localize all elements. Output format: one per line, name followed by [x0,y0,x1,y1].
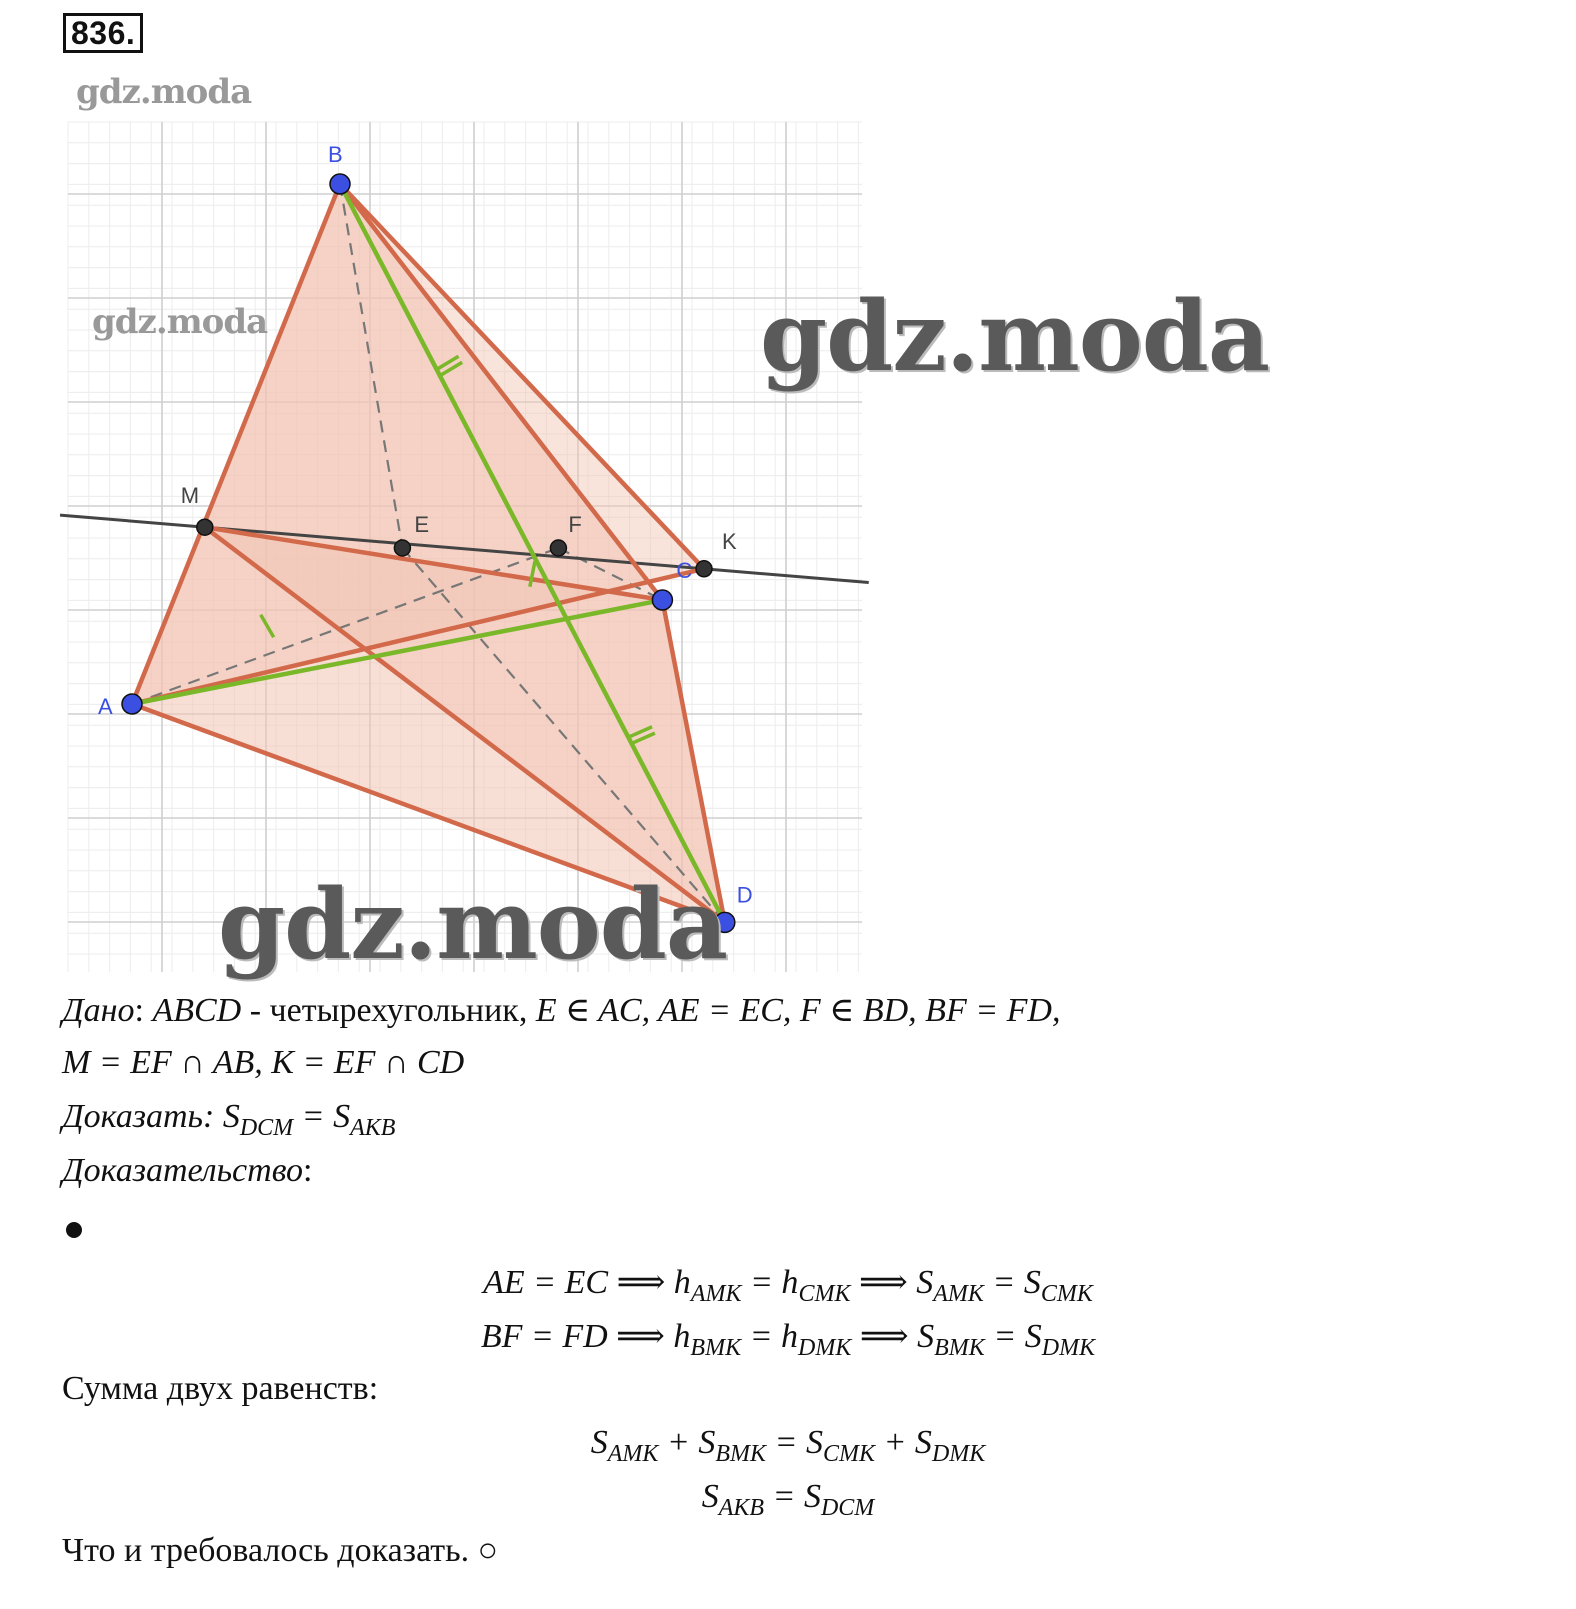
prove-s2: S [333,1098,351,1135]
sum-label: Сумма двух равенств: [62,1370,379,1407]
point-a [122,694,142,714]
watermark: gdz.moda [760,280,1270,393]
proof-line [62,1152,312,1190]
point-m [197,519,213,535]
prove-s1: S [222,1098,240,1135]
equation-3: $S_{AMK} + S_{BMK} = S_{CMK} + S_{DMK}$ [590,1424,986,1467]
conclusion: Что и требовалось доказать. ○ [62,1532,499,1569]
point-label-m: M [180,483,200,509]
given-line-2: M = EF ∩ AB, K = EF ∩ CD [62,1044,465,1081]
problem-number: 836. [63,13,143,53]
point-label-f: F [568,512,582,537]
point-label-k: K [722,528,737,554]
prove-label: Доказать: [62,1098,223,1135]
figure-shapes [60,184,869,922]
prove-sub2: AKB [350,1115,396,1141]
equation-2: BF = FD ⟹ $h_{BMK} = h_{DMK}$ ⟹ $S_{BMK} = S_{DMK}$ [480,1318,1096,1361]
prove-eq: = [293,1098,334,1135]
point-e [394,540,410,556]
given-line-1 [62,990,1061,1030]
point-label-a: A [98,694,113,719]
point-k [696,561,712,577]
given-label: Дано [62,992,135,1029]
given-text: - четырехугольник, [241,992,536,1029]
prove-line [62,1098,395,1142]
equation-1: AE = EC ⟹ $h_{AMK} = h_{CMK}$ ⟹ $S_{AMK} = S_{CMK}$ [483,1264,1093,1307]
point-label-d: D [736,882,753,908]
watermark: gdz.moda [76,72,252,112]
equation-4: $S_{AKB} = S_{DCM}$ [701,1478,875,1521]
point-label-b: B [328,142,343,167]
watermark: gdz.moda [92,302,268,342]
bullet-icon [66,1222,82,1238]
point-label-e: E [414,512,430,537]
given-conditions: E ∈ AC, AE = EC, F ∈ BD, BF = FD, [535,992,1061,1029]
prove-sub1: DCM [239,1115,294,1141]
proof-colon: : [303,1152,313,1189]
given-colon: : [134,992,153,1029]
given-quad: ABCD [152,992,242,1029]
point-label-c: C [676,558,693,583]
point-b [330,174,350,194]
proof-label: Доказательство [62,1152,304,1189]
watermark: gdz.moda [218,868,728,981]
point-c [652,590,672,610]
point-f [550,540,566,556]
